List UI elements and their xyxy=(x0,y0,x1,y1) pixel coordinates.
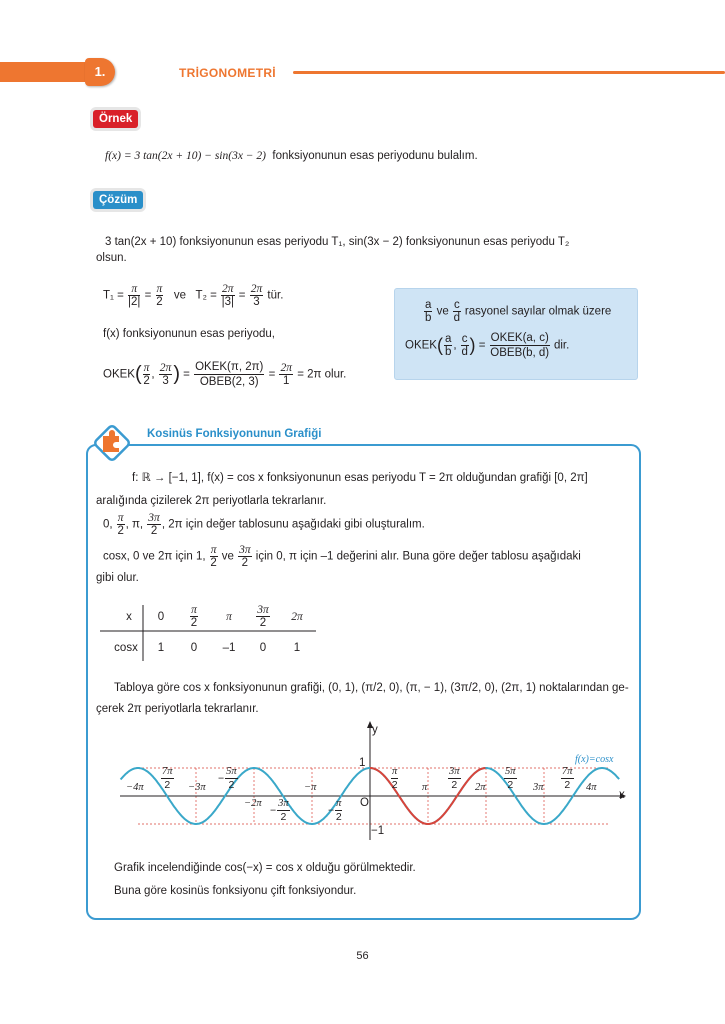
tick--7pi-2: $\frac{7\pi}{2}$ xyxy=(162,766,173,791)
section-para-1b: aralığında çizilerek 2π periyotlarla tekrarlanır. xyxy=(96,495,327,507)
tick--2pi: −2π xyxy=(244,798,262,809)
t2-label: T₂ = xyxy=(195,289,217,302)
chapter-number-badge: 1. xyxy=(85,58,115,86)
p3-b: için 0, π için –1 değerini alır. Buna göre değer tablosu aşağıdaki xyxy=(255,550,581,563)
section-para-3c: gibi olur. xyxy=(96,572,139,584)
table-x-label: x xyxy=(126,611,132,623)
info-line-1 xyxy=(423,299,611,324)
solution-line-2: olsun. xyxy=(96,252,127,264)
p2-frac-2: $\frac{3\pi}{2}$ xyxy=(148,512,160,537)
p2-frac-1: $\frac{\pi}{2}$ xyxy=(117,512,124,537)
example-tag: Örnek xyxy=(93,110,138,128)
table-cos-0: 1 xyxy=(157,642,165,654)
header-rule xyxy=(293,71,725,74)
table-cos-1: 0 xyxy=(190,642,198,654)
y-one-label: 1 xyxy=(359,757,366,769)
okek-middle-fraction: $\frac{\text{OKEK(π, 2π)}}{\text{OBEB(2, 3)}}$ xyxy=(195,361,264,388)
t2-fraction-1: $\frac{2\pi}{|3|}$ xyxy=(221,283,234,308)
section-title-rule xyxy=(140,444,630,445)
table-cos-2: –1 xyxy=(222,642,236,654)
section-para-5: Grafik incelendiğinde cos(−x) = cos x olduğu görülmektedir. xyxy=(114,862,416,874)
info-dir: dir. xyxy=(553,339,570,352)
tur-word: tür. xyxy=(267,289,284,302)
tick-7pi-2: $\frac{7\pi}{2}$ xyxy=(562,766,573,791)
table-x-pi: π xyxy=(226,611,232,623)
section-para-2 xyxy=(103,512,425,537)
tick-3pi: 3π xyxy=(533,782,544,793)
origin-label: O xyxy=(360,797,369,809)
table-x-2pi: 2π xyxy=(291,611,303,623)
tick-5pi-2: $\frac{5\pi}{2}$ xyxy=(505,766,516,791)
period-equation xyxy=(103,283,283,308)
info-okek: OKEK xyxy=(405,339,437,352)
tick--3pi: −3π xyxy=(188,782,206,793)
info-line-1-tail: rasyonel sayılar olmak üzere xyxy=(464,305,612,318)
okek-result-fraction: $\frac{2\pi}{1}$ xyxy=(280,362,292,387)
tick--pi: −π xyxy=(304,782,317,793)
p3-a: cosx, 0 ve 2π için 1, xyxy=(103,550,206,563)
tick-3pi-2: $\frac{3\pi}{2}$ xyxy=(449,766,460,791)
table-x-pi-half: $\frac{\pi}{2}$ xyxy=(190,604,198,629)
t1-equals: = xyxy=(144,289,152,302)
info-arg-cd: $\frac{c}{d}$ xyxy=(461,333,468,358)
info-frac-cd: $\frac{c}{d}$ xyxy=(453,299,461,324)
ve-word: ve xyxy=(173,289,187,302)
t1-fraction-2: $\frac{\pi}{2}$ xyxy=(156,283,163,308)
example-statement xyxy=(105,150,478,162)
p3-frac-2: $\frac{3\pi}{2}$ xyxy=(239,544,251,569)
okek-equation: OKEK( $\frac{\pi}{2}$ , $\frac{2\pi}{3}$ ) = $\frac{\text{OKEK(π, 2π)}}{\text{OBEB(2, 3)}}$ = $\frac{2\pi}{1}$ = 2π olur. xyxy=(103,361,347,388)
tick-2pi: 2π xyxy=(475,782,486,793)
axis-y-label: y xyxy=(372,724,378,736)
info-line-2: OKEK( $\frac{a}{b}$ , $\frac{c}{d}$ ) = $\frac{\text{OKEK(a, c)}}{\text{OBEB(b, d)}}$ dir. xyxy=(405,332,570,359)
section-para-4a: Tabloya göre cos x fonksiyonunun grafiği, (0, 1), (π/2, 0), (π, − 1), (3π/2, 0), (2π, 1) noktalarından ge- xyxy=(114,682,629,694)
section-para-1a: f: ℝ → [−1, 1], f(x) = cos x fonksiyonunun esas periyodu T = 2π olduğundan grafiği [0, 2π] xyxy=(132,472,588,484)
axis-x-label: x xyxy=(619,789,625,801)
y-minus-one-label: −1 xyxy=(371,825,385,837)
info-box xyxy=(394,288,638,380)
example-function: f(x) = 3 tan(2x + 10) − sin(3x − 2) xyxy=(105,150,267,162)
okek-label: OKEK xyxy=(103,368,135,381)
solution-line-1: 3 tan(2x + 10) fonksiyonunun esas periyodu T₁, sin(3x − 2) fonksiyonunun esas periyodu T₂ xyxy=(105,236,570,248)
table-cos-label: cosx xyxy=(114,642,138,654)
t1-label: T₁ = xyxy=(103,289,124,302)
p2-mid: , π, xyxy=(125,518,144,531)
tick--5pi-2: − $\frac{5\pi}{2}$ xyxy=(218,766,237,791)
info-ve: ve xyxy=(436,305,449,318)
t2-equals: = xyxy=(238,289,246,302)
okek-arg-1: $\frac{\pi}{2}$ xyxy=(143,362,150,387)
tick-pi-2: $\frac{\pi}{2}$ xyxy=(391,766,398,791)
okek-arg-2: $\frac{2\pi}{3}$ xyxy=(159,362,172,387)
section-para-6: Buna göre kosinüs fonksiyonu çift fonksiyondur. xyxy=(114,885,357,897)
solution-tag: Çözüm xyxy=(93,191,143,209)
tick-pi: π xyxy=(422,782,428,793)
table-cos-4: 1 xyxy=(293,642,301,654)
page-number: 56 xyxy=(356,950,369,962)
table-x-3pi-half: $\frac{3\pi}{2}$ xyxy=(257,604,269,629)
puzzle-icon xyxy=(91,422,133,464)
section-title: Kosinüs Fonksiyonunun Grafiği xyxy=(147,428,322,440)
example-text: fonksiyonunun esas periyodunu bulalım. xyxy=(272,150,478,162)
tick-4pi: 4π xyxy=(586,782,597,793)
t2-fraction-2: $\frac{2\pi}{3}$ xyxy=(250,283,263,308)
info-fraction: $\frac{\text{OKEK(a, c)}}{\text{OBEB(b, d)}}$ xyxy=(490,332,550,359)
info-arg-ab: $\frac{a}{b}$ xyxy=(444,333,452,358)
p2-tail: , 2π için değer tablosunu aşağıdaki gibi oluşturalım. xyxy=(161,518,425,531)
header-bar xyxy=(0,62,95,82)
section-para-3 xyxy=(103,544,581,569)
chapter-title: TRİGONOMETRİ xyxy=(179,66,276,80)
t1-fraction-1: $\frac{\pi}{|2|}$ xyxy=(128,283,141,308)
function-label: f(x)=cosx xyxy=(575,754,614,765)
period-line: f(x) fonksiyonunun esas periyodu, xyxy=(103,328,275,340)
section-para-4b: çerek 2π periyotlarla tekrarlanır. xyxy=(96,703,259,715)
info-frac-ab: $\frac{a}{b}$ xyxy=(425,299,432,324)
tick--4pi: −4π xyxy=(126,782,144,793)
tick--pi-2: − $\frac{\pi}{2}$ xyxy=(328,798,342,823)
okek-result-text: = 2π olur. xyxy=(297,368,347,381)
p2-prefix: 0, xyxy=(103,518,113,531)
table-x-0: 0 xyxy=(157,611,165,623)
p3-frac-1: $\frac{\pi}{2}$ xyxy=(210,544,217,569)
table-cos-3: 0 xyxy=(259,642,267,654)
p3-ve: ve xyxy=(221,550,234,563)
tick--3pi-2: − $\frac{3\pi}{2}$ xyxy=(270,798,289,823)
